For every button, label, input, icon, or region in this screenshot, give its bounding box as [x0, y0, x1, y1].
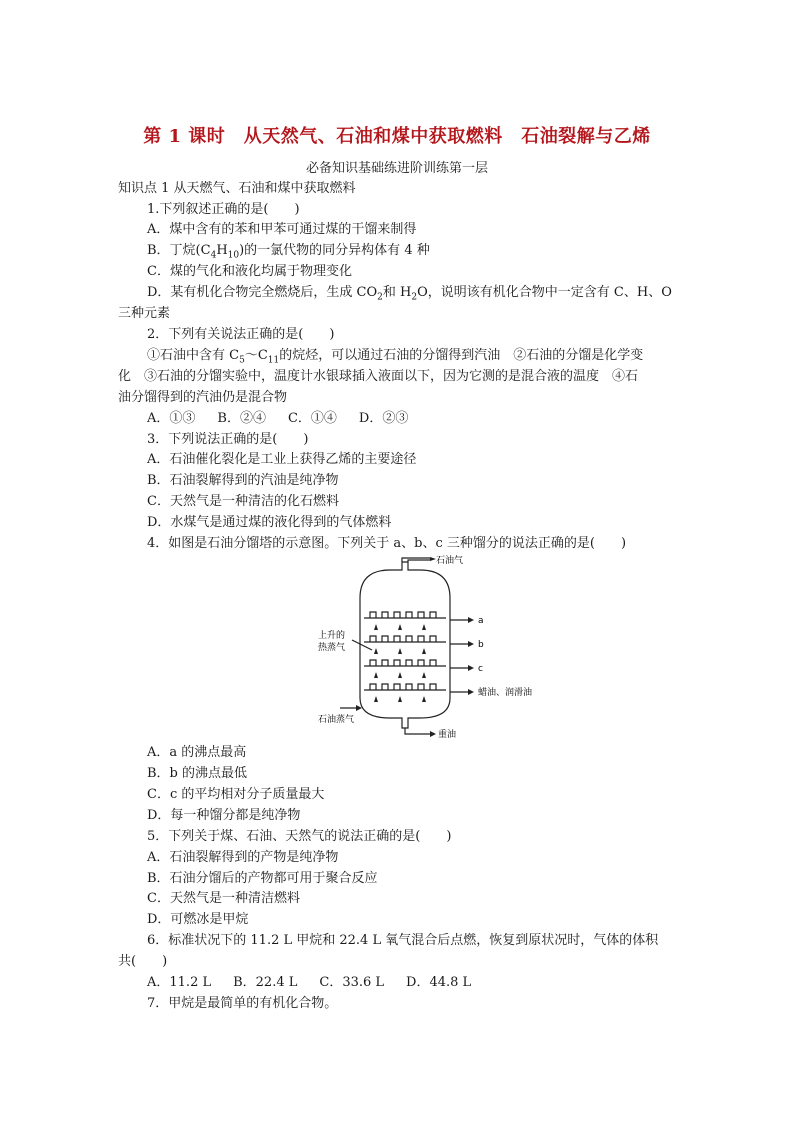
- label-fraction-b: b: [478, 640, 484, 650]
- q3-option-a: A．石油催化裂化是工业上获得乙烯的主要途径: [147, 452, 417, 467]
- q1-b-post: )的一氯代物的同分异构体有 4 种: [239, 243, 430, 258]
- q6-option-b: B．22.4 L: [233, 975, 298, 990]
- label-fraction-c: c: [478, 664, 483, 674]
- q6-option-c: C．33.6 L: [319, 975, 385, 990]
- q2-l1-mid: ～C: [244, 348, 268, 363]
- q1-d-sub1: 2: [377, 292, 383, 303]
- q6-option-a: A．11.2 L: [147, 975, 212, 990]
- section-heading: 知识点 1 从天燃气、石油和煤中获取燃料: [118, 181, 356, 196]
- label-rising-vapor-2: 热蒸气: [318, 643, 346, 653]
- distillation-tower-diagram: [310, 556, 533, 743]
- q2-option-a: A．①③: [147, 411, 196, 426]
- q5-option-a: A．石油裂解得到的产物是纯净物: [147, 850, 339, 865]
- lesson-title: 第 1 课时 从天然气、石油和煤中获取燃料 石油裂解与乙烯: [143, 126, 651, 147]
- q1-b-pre: B．丁烷(C: [147, 243, 211, 258]
- label-heavy-oil: 重油: [438, 730, 457, 740]
- q2-l1-pre: ①石油中含有 C: [147, 348, 240, 363]
- q4-option-b: B．b 的沸点最低: [147, 766, 248, 781]
- q4-option-d: D．每一种馏分都是纯净物: [147, 808, 301, 823]
- q3-option-d: D．水煤气是通过煤的液化得到的气体燃料: [147, 515, 392, 530]
- q3-option-b: B．石油裂解得到的汽油是纯净物: [147, 473, 339, 488]
- q1-d-mid: 和 H: [382, 285, 412, 300]
- label-petroleum-vapor: 石油蒸气: [318, 715, 355, 725]
- q5-stem: 5．下列关于煤、石油、天然气的说法正确的是( ): [147, 829, 452, 844]
- q5-option-d: D．可燃冰是甲烷: [147, 912, 249, 927]
- q2-options: [147, 409, 430, 429]
- q2-option-d: D．②③: [358, 411, 409, 426]
- q6-stem-line1: 6．标准状况下的 11.2 L 甲烷和 22.4 L 氧气混合后点燃，恢复到原状况时，气体的体积: [147, 933, 659, 948]
- label-rising-vapor-1: 上升的: [318, 631, 346, 641]
- q4-option-a: A．a 的沸点最高: [147, 745, 247, 760]
- q2-option-c: C．①④: [287, 411, 337, 426]
- q6-stem-line2: 共( ): [118, 954, 168, 969]
- q1-option-a: A．煤中含有的苯和甲苯可通过煤的干馏来制得: [147, 222, 417, 237]
- subtitle: 必备知识基础练进阶训练第一层: [305, 161, 488, 176]
- q5-option-c: C．天然气是一种清洁燃料: [147, 891, 300, 906]
- q3-option-c: C．天然气是一种清洁的化石燃料: [147, 494, 339, 509]
- q1-b-sub1: 4: [210, 250, 217, 261]
- q1-option-d: [147, 283, 672, 308]
- label-fraction-a: a: [478, 616, 484, 626]
- label-petroleum-gas: 石油气: [436, 556, 464, 566]
- q7-stem: 7．甲烷是最简单的有机化合物。: [147, 996, 338, 1011]
- q2-option-b: B．②④: [217, 411, 266, 426]
- q2-stem: 2．下列有关说法正确的是( ): [147, 327, 335, 342]
- q6-options: [147, 973, 493, 993]
- q1-option-c: C．煤的气化和液化均属于物理变化: [147, 264, 352, 279]
- q1-b-sub2: 10: [227, 250, 240, 261]
- label-wax-lube-oil: 蜡油、润滑油: [478, 688, 533, 698]
- q1-d-sub2: 2: [411, 292, 418, 303]
- q4-option-c: C．c 的平均相对分子质量最大: [147, 787, 325, 802]
- q1-option-d-cont: 三种元素: [118, 306, 171, 321]
- q2-l1-sub1: 5: [239, 355, 245, 366]
- q1-d-pre: D．某有机化合物完全燃烧后，生成 CO: [147, 285, 378, 300]
- q2-l1-post: 的烷烃，可以通过石油的分馏得到汽油 ②石油的分馏是化学变: [279, 348, 644, 363]
- q5-option-b: B．石油分馏后的产物都可用于聚合反应: [147, 871, 378, 886]
- q4-stem: 4．如图是石油分馏塔的示意图。下列关于 a、b、c 三种馏分的说法正确的是( ): [147, 536, 627, 551]
- q1-stem: 1.下列叙述正确的是( ): [147, 202, 300, 217]
- distillation-tower-svg: [310, 556, 533, 743]
- q1-b-mid: H: [216, 243, 228, 258]
- q6-option-d: D．44.8 L: [406, 975, 472, 990]
- q3-stem: 3．下列说法正确的是( ): [147, 432, 309, 447]
- q2-statement-line2: 化 ③石油的分馏实验中，温度计水银球插入液面以下，因为它测的是混合液的温度 ④石: [118, 369, 639, 384]
- q1-d-post: O，说明该有机化合物中一定含有 C、H、O: [417, 285, 672, 300]
- q2-l1-sub2: 11: [267, 355, 280, 366]
- q2-statement-line3: 油分馏得到的汽油仍是混合物: [118, 390, 288, 405]
